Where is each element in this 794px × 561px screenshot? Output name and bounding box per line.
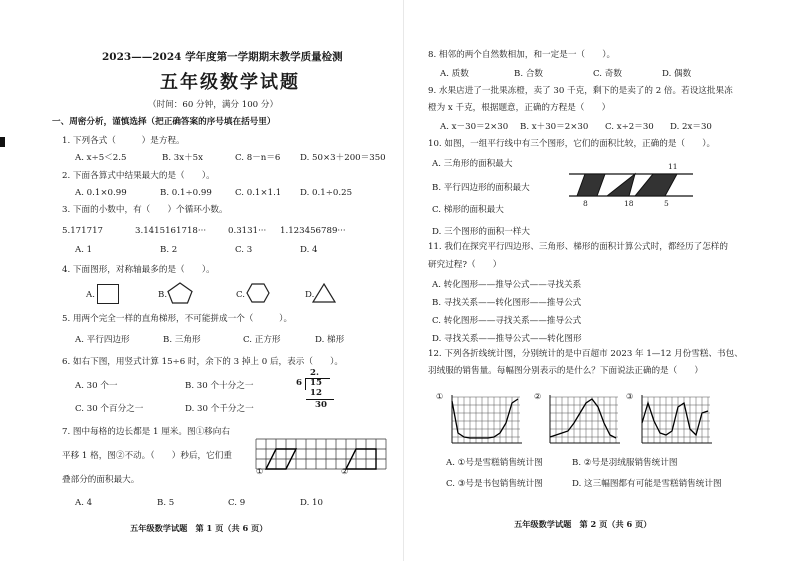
pentagon-shape bbox=[166, 281, 194, 305]
question-3-number: 0.3131··· bbox=[228, 226, 267, 236]
exam-info: （时间：60 分钟，满分 100 分） bbox=[148, 100, 279, 110]
question-7-option-b: B. 5 bbox=[157, 498, 175, 508]
question-6-option-a: A. 30 个一 bbox=[75, 381, 118, 391]
question-3-number: 3.1415161718··· bbox=[135, 226, 207, 236]
question-1-option-c: C. 8－n＝6 bbox=[235, 153, 281, 163]
question-7-option-d: D. 10 bbox=[300, 498, 323, 508]
question-12-option-b: B. ②号是羽绒服销售统计图 bbox=[572, 458, 678, 468]
division-quotient: 2. bbox=[310, 368, 319, 378]
question-6-stem: 6. 如右下图，用竖式计算 15÷6 时，余下的 3 掉上 0 后，表示（ ）。 bbox=[62, 357, 343, 367]
exam-page-2 bbox=[404, 0, 794, 561]
question-11-option-d: D. 寻找关系——推导公式——转化图形 bbox=[432, 334, 582, 344]
division-remainder: 30 bbox=[315, 400, 327, 410]
question-12-line1: 12. 下列各折线统计图，分别统计的是中百超市 2023 年 1—12 月份雪糕、书包、 bbox=[428, 349, 743, 359]
question-10-stem: 10. 如图，一组平行线中有三个图形，它们的面积比较，正确的是（ ）。 bbox=[428, 139, 716, 149]
question-3-number: 1.123456789··· bbox=[280, 226, 346, 236]
question-12-option-d: D. 这三幅图都有可能是雪糕销售统计图 bbox=[572, 479, 722, 489]
question-1-option-a: A. x÷5＜2.5 bbox=[75, 153, 127, 163]
exam-main-title: 五年级数学试题 bbox=[160, 72, 300, 93]
figure-label-top: 11 bbox=[668, 162, 678, 171]
question-9-line1: 9. 水果店进了一批果冻橙，卖了 30 千克，剩下的是卖了的 2 倍。若设这批果冻 bbox=[428, 86, 733, 96]
page-footer: 五年级数学试题 第 2 页（共 6 页） bbox=[514, 519, 652, 529]
parallel-lines-figure bbox=[569, 168, 693, 202]
figure-2-label: ② bbox=[341, 467, 349, 476]
figure-label-bottom-3: 5 bbox=[664, 199, 669, 208]
division-dividend: 15 bbox=[310, 378, 322, 388]
question-3-option-d: D. 4 bbox=[300, 245, 318, 255]
chart-1-label: ① bbox=[436, 392, 444, 401]
question-5-option-c: C. 正方形 bbox=[243, 335, 281, 345]
question-6-option-b: B. 30 个十分之一 bbox=[185, 381, 254, 391]
question-8-option-d: D. 偶数 bbox=[662, 69, 692, 79]
question-11-line1: 11. 我们在探究平行四边形、三角形、梯形的面积计算公式时，都经历了怎样的 bbox=[428, 242, 728, 252]
question-11-option-b: B. 寻找关系——转化图形——推导公式 bbox=[432, 298, 582, 308]
question-5-option-a: A. 平行四边形 bbox=[75, 335, 130, 345]
question-4-option-d-label: D. bbox=[305, 290, 315, 300]
question-5-option-b: B. 三角形 bbox=[163, 335, 201, 345]
question-9-option-d: D. 2x＝30 bbox=[670, 122, 712, 132]
question-8-option-b: B. 合数 bbox=[514, 69, 543, 79]
question-12-option-c: C. ③号是书包销售统计图 bbox=[446, 479, 543, 489]
square-shape bbox=[97, 284, 119, 304]
question-10-option-a: A. 三角形的面积最大 bbox=[432, 159, 513, 169]
figure-label-bottom-2: 18 bbox=[624, 199, 634, 208]
question-2-option-b: B. 0.1÷0.99 bbox=[160, 188, 212, 198]
question-4-option-b-label: B. bbox=[158, 290, 168, 300]
question-6-option-c: C. 30 个百分之一 bbox=[75, 404, 144, 414]
question-3-option-c: C. 3 bbox=[235, 245, 253, 255]
question-3-stem: 3. 下面的小数中，有（ ）个循环小数。 bbox=[62, 205, 228, 215]
triangle-shape bbox=[312, 282, 336, 304]
question-2-option-d: D. 0.1÷0.25 bbox=[300, 188, 353, 198]
question-10-option-b: B. 平行四边形的面积最大 bbox=[432, 183, 530, 193]
question-9-option-c: C. x÷2＝30 bbox=[605, 122, 654, 132]
question-7-line1: 7. 图中每格的边长都是 1 厘米。图①移向右 bbox=[62, 427, 230, 437]
question-7-line3: 叠部分的面积最大。 bbox=[62, 475, 140, 485]
figure-label-bottom-1: 8 bbox=[583, 199, 588, 208]
question-5-option-d: D. 梯形 bbox=[315, 335, 345, 345]
question-7-option-c: C. 9 bbox=[228, 498, 246, 508]
question-3-option-a: A. 1 bbox=[75, 245, 93, 255]
question-4-stem: 4. 下面图形，对称轴最多的是（ ）。 bbox=[62, 265, 215, 275]
question-10-option-d: D. 三个图形的面积一样大 bbox=[432, 227, 530, 237]
division-divisor: 6 bbox=[296, 378, 302, 388]
question-3-number: 5.171717 bbox=[62, 226, 104, 236]
question-7-line2: 平移 1 格，图②不动。（ ）秒后，它们重 bbox=[62, 451, 232, 461]
question-2-option-a: A. 0.1×0.99 bbox=[75, 188, 127, 198]
line-chart-3 bbox=[634, 393, 714, 451]
question-1-stem: 1. 下列各式（ ）是方程。 bbox=[62, 136, 185, 146]
question-9-line2: 橙为 x 千克，根据题意，正确的方程是（ ） bbox=[428, 103, 611, 113]
section-heading: 一、周密分析，谨慎选择（把正确答案的序号填在括号里） bbox=[52, 117, 276, 127]
question-11-option-a: A. 转化图形——推导公式——寻找关系 bbox=[432, 280, 582, 290]
question-12-line2: 羽绒服的销售量。每幅图分别表示的是什么？下面说法正确的是（ ） bbox=[428, 366, 704, 376]
question-12-option-a: A. ①号是雪糕销售统计图 bbox=[446, 458, 543, 468]
hexagon-shape bbox=[246, 282, 270, 304]
question-4-option-a-label: A. bbox=[86, 290, 95, 300]
question-11-option-c: C. 转化图形——寻找关系——推导公式 bbox=[432, 316, 582, 326]
chart-2-label: ② bbox=[534, 392, 542, 401]
question-1-option-d: D. 50×3＋200＝350 bbox=[300, 153, 386, 163]
question-5-stem: 5. 用两个完全一样的直角梯形，不可能拼成一个（ ）。 bbox=[62, 314, 293, 324]
question-10-option-c: C. 梯形的面积最大 bbox=[432, 205, 504, 215]
question-7-option-a: A. 4 bbox=[75, 498, 93, 508]
question-6-option-d: D. 30 个千分之一 bbox=[185, 404, 254, 414]
question-8-option-a: A. 质数 bbox=[440, 69, 469, 79]
question-1-option-b: B. 3x＋5x bbox=[162, 153, 204, 163]
question-8-option-c: C. 奇数 bbox=[593, 69, 622, 79]
chart-3-label: ③ bbox=[626, 392, 634, 401]
page-footer: 五年级数学试题 第 1 页（共 6 页） bbox=[130, 523, 268, 533]
figure-1-label: ① bbox=[256, 467, 264, 476]
exam-year-title: 2023——2024 学年度第一学期期末教学质量检测 bbox=[102, 51, 343, 63]
line-chart-2 bbox=[542, 393, 622, 451]
question-2-option-c: C. 0.1×1.1 bbox=[235, 188, 282, 198]
translation-grid-figure bbox=[255, 437, 387, 477]
question-3-option-b: B. 2 bbox=[160, 245, 178, 255]
line-chart-1 bbox=[444, 393, 524, 451]
question-9-option-a: A. x－30＝2×30 bbox=[440, 122, 509, 132]
question-8-stem: 8. 相邻的两个自然数相加，和一定是一（ ）。 bbox=[428, 50, 616, 60]
question-4-option-c-label: C. bbox=[236, 290, 246, 300]
question-2-stem: 2. 下面各算式中结果最大的是（ ）。 bbox=[62, 171, 215, 181]
question-9-option-b: B. x＋30＝2×30 bbox=[520, 122, 589, 132]
question-11-line2: 研究过程?（ ） bbox=[428, 260, 502, 270]
division-product: 12 bbox=[310, 388, 322, 398]
